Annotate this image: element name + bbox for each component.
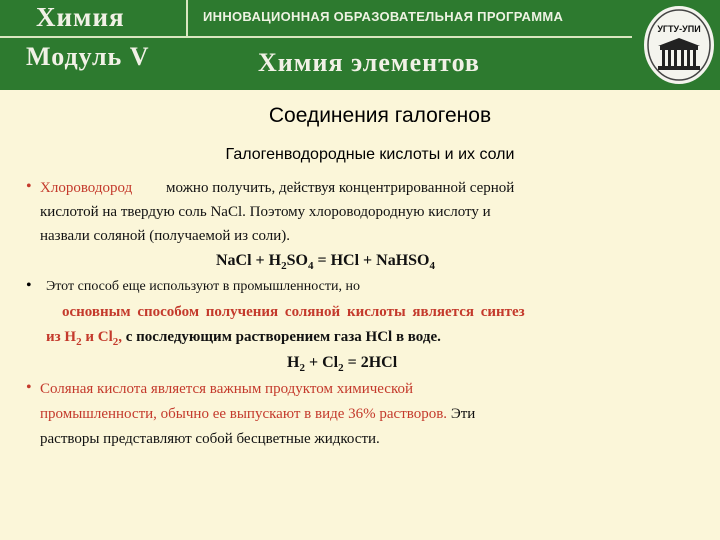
reagent-h-sub: 2 xyxy=(76,336,82,348)
bullet-1: • xyxy=(26,178,32,195)
term-hydrogen-chloride: Хлороводород xyxy=(40,180,133,196)
equation-1 xyxy=(216,252,435,272)
reagent-cl: и Cl xyxy=(81,329,113,345)
paragraph-2: Этот способ еще используют в промышленности, но xyxy=(46,279,360,294)
reagent-comma: , xyxy=(118,329,122,345)
logo-text: УГТУ-УПИ xyxy=(657,24,701,34)
eq2-part-a: H xyxy=(287,354,300,371)
eq2-sub-2: 2 xyxy=(338,362,344,375)
slide-subtitle: Галогенводородные кислоты и их соли xyxy=(225,146,515,163)
paragraph-4-black-text: Эти xyxy=(447,406,476,422)
eq2-part-b: + Cl xyxy=(304,354,339,371)
header-divider xyxy=(0,36,632,38)
eq1-sub-2: 4 xyxy=(307,260,314,273)
module-name: Модуль V xyxy=(26,42,150,71)
eq2-part-c: = 2HCl xyxy=(343,354,398,371)
paragraph-3-line-1: основным способом получения соляной кислоты является синтез xyxy=(62,304,525,320)
paragraph-1-line-3: назвали соляной (получаемой из соли). xyxy=(40,228,291,244)
eq1-part-a: NaCl + H xyxy=(216,252,282,269)
paragraph-1-line-1 xyxy=(40,180,514,197)
program-name: ИННОВАЦИОННАЯ ОБРАЗОВАТЕЛЬНАЯ ПРОГРАММА xyxy=(203,9,564,24)
eq2-sub-1: 2 xyxy=(299,362,305,375)
equation-2 xyxy=(287,354,397,374)
paragraph-4-line-1: Соляная кислота является важным продуктом химической xyxy=(40,381,414,397)
reagent-cl-sub: 2 xyxy=(112,336,119,348)
bullet-2: • xyxy=(26,277,32,294)
paragraph-4-line-2 xyxy=(40,406,475,423)
header-banner xyxy=(0,0,720,90)
subject-name: Химия элементов xyxy=(258,48,480,77)
eq1-sub-3: 4 xyxy=(429,260,435,273)
reagent-h: из H xyxy=(46,329,77,345)
bullet-3: • xyxy=(26,379,32,396)
eq1-part-b: SO xyxy=(286,252,308,269)
university-logo xyxy=(640,2,718,88)
paragraph-3-text: с последующим растворением газа HCl в воде. xyxy=(122,329,441,345)
paragraph-4-red-text: промышленности, обычно ее выпускают в виде 36% растворов. xyxy=(40,406,448,422)
slide-title: Соединения галогенов xyxy=(268,104,492,127)
paragraph-1-text-1: можно получить, действуя концентрированной серной xyxy=(165,180,515,196)
paragraph-1-line-2: кислотой на твердую соль NaCl. Поэтому хлороводородную кислоту и xyxy=(40,204,491,220)
synthesis-reagents xyxy=(46,329,122,348)
header-vertical-divider xyxy=(186,0,188,36)
paragraph-3-line-2 xyxy=(46,329,441,348)
eq1-part-c: = HCl + NaHSO xyxy=(313,252,430,269)
paragraph-4-line-3: растворы представляют собой бесцветные жидкости. xyxy=(40,431,380,447)
eq1-sub-1: 2 xyxy=(281,260,287,273)
course-name: Химия xyxy=(36,2,125,32)
